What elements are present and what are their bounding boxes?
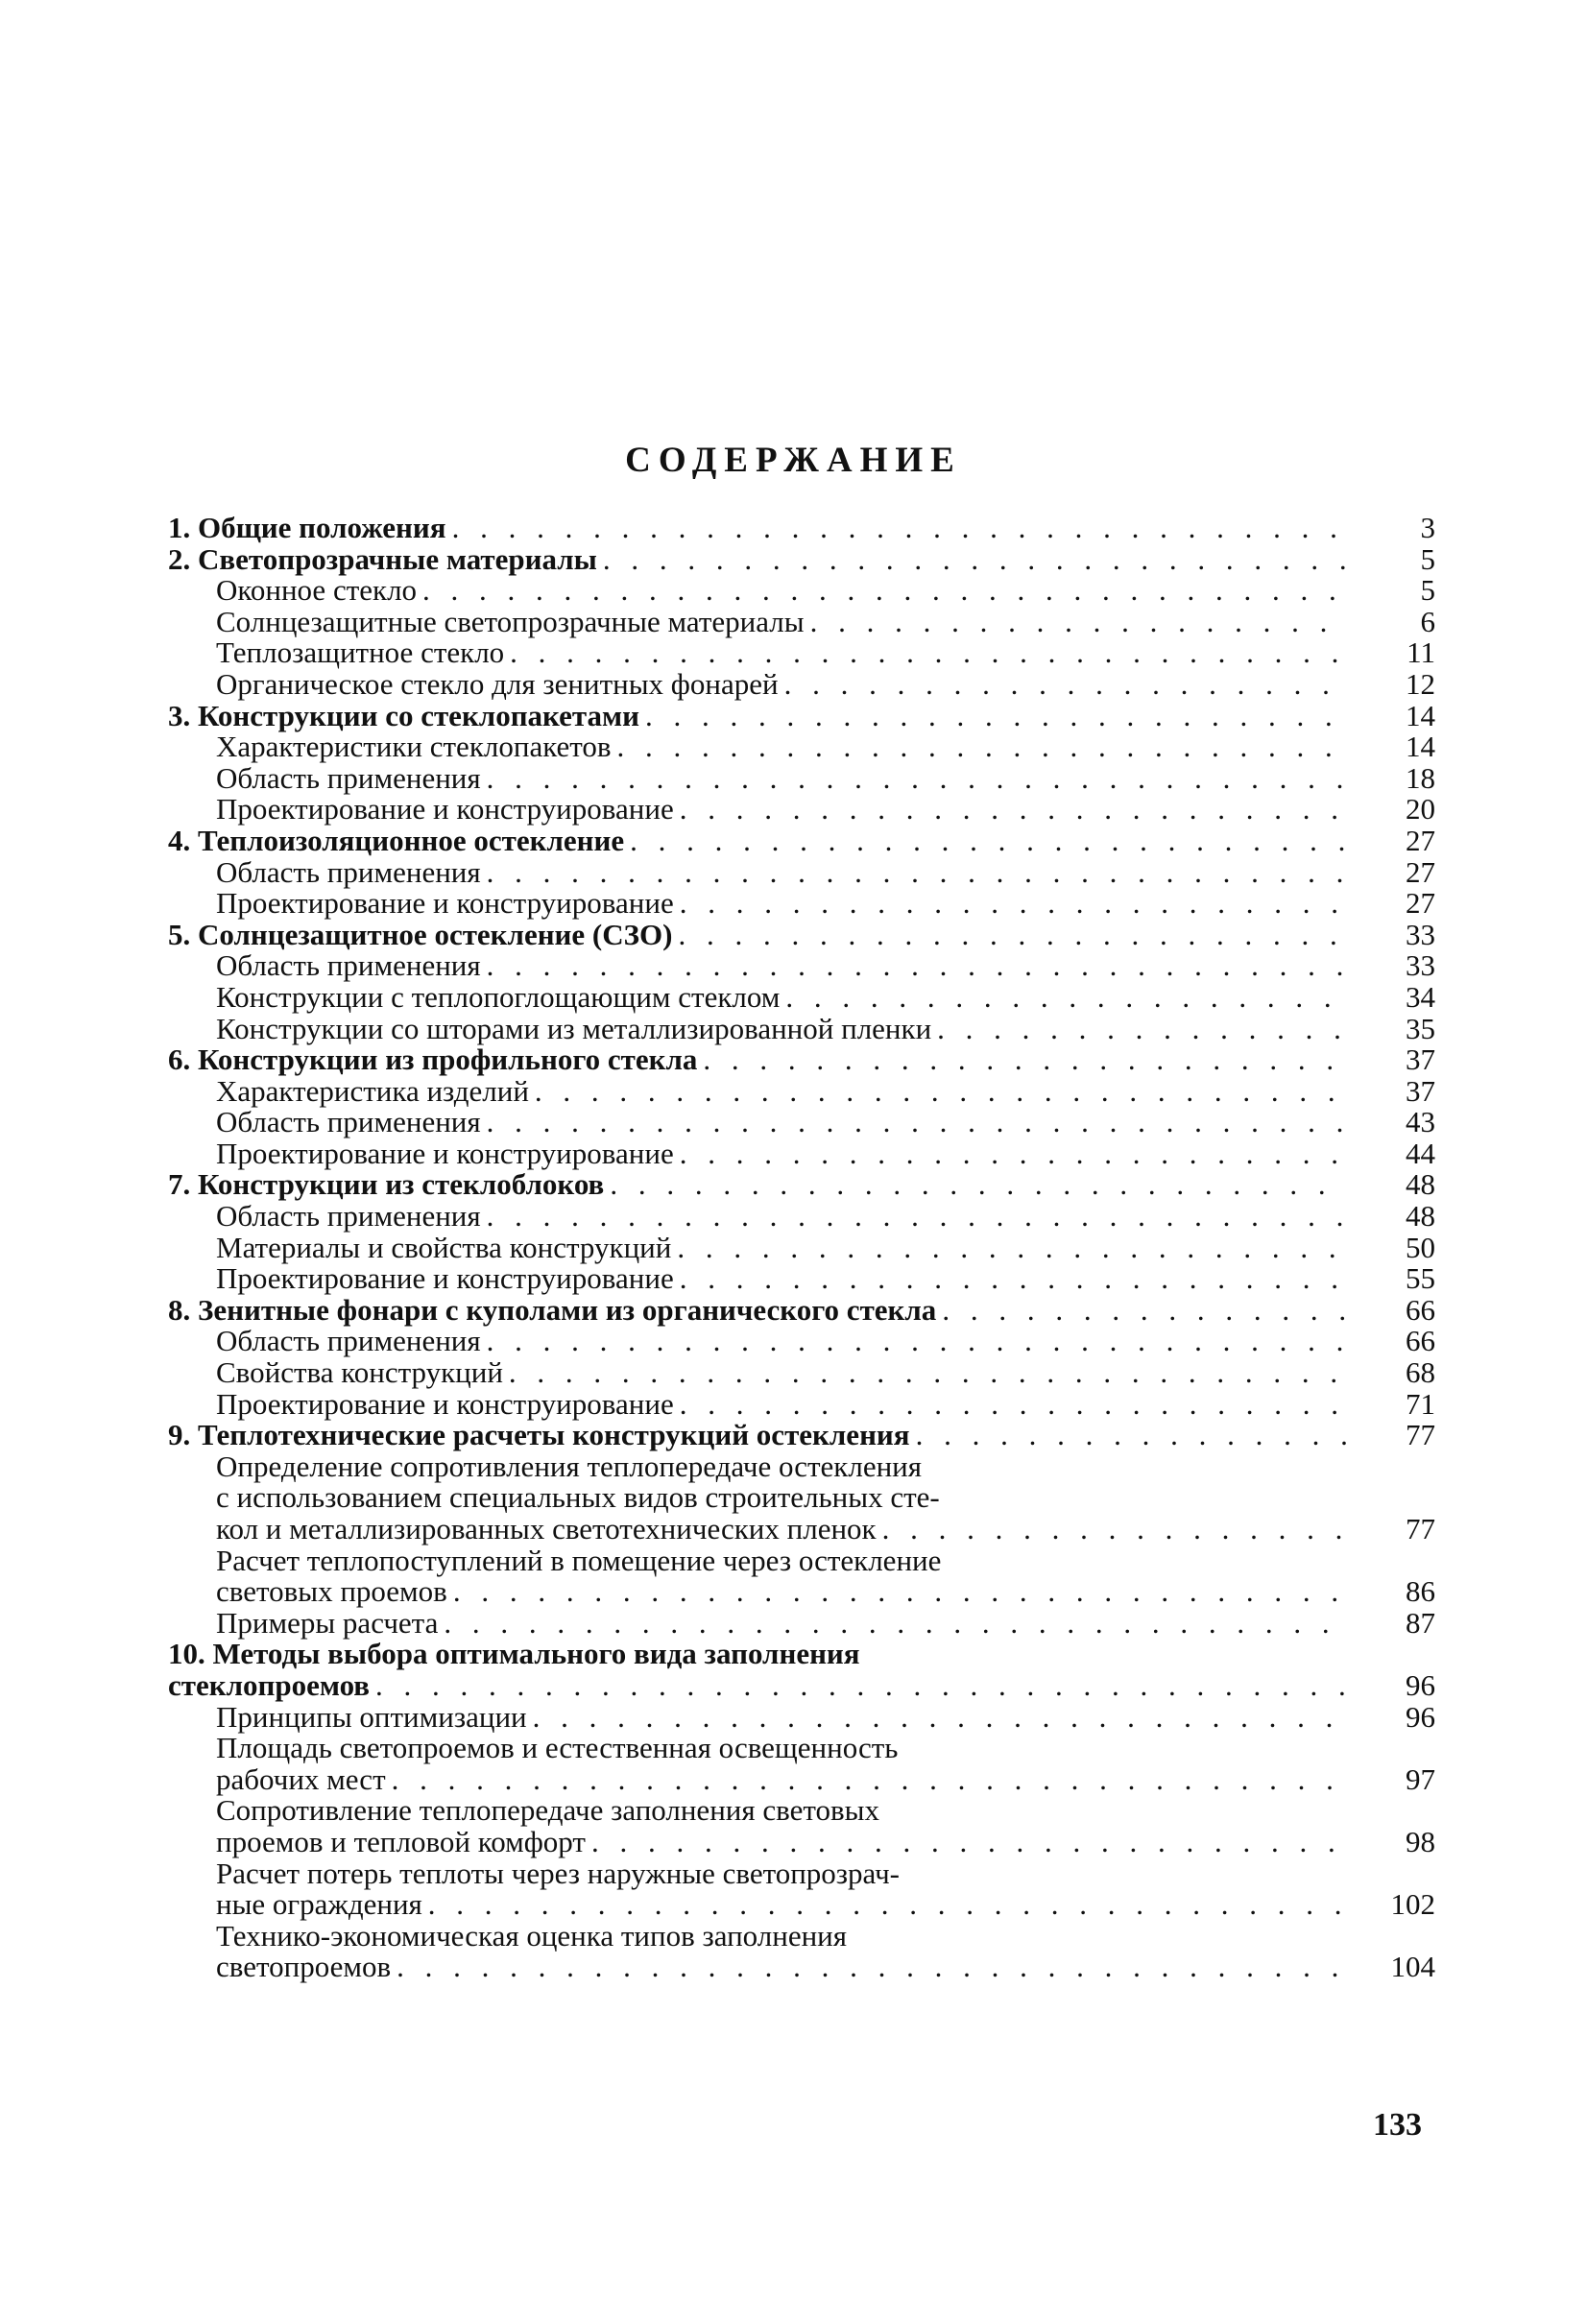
toc-section [168, 854, 1435, 889]
toc-line [168, 541, 1435, 576]
dot-leader [487, 857, 1348, 889]
toc-entry-text: 10. Методы выбора оптимального вида заполнения [168, 1637, 860, 1671]
toc-line [168, 888, 1435, 920]
toc-page-number: 87 [1406, 1605, 1435, 1640]
toc-section [168, 575, 1435, 607]
toc-entry-text: Площадь светопроемов и естественная освещенность [216, 1731, 899, 1765]
toc-page-number: 86 [1406, 1574, 1435, 1609]
dot-leader [882, 1514, 1348, 1545]
toc-section [168, 1918, 1435, 1984]
toc-section [168, 1605, 1435, 1640]
toc-entry-text: Область применения [216, 854, 481, 889]
toc-page-number: 34 [1406, 979, 1435, 1014]
toc-line [168, 1824, 1435, 1858]
toc-entry-text: 2. Светопрозрачные материалы [168, 541, 597, 576]
toc-line [168, 1858, 1435, 1890]
toc-line [168, 666, 1435, 701]
toc-entry-text: рабочих мест [216, 1761, 386, 1796]
toc-page-number: 44 [1406, 1136, 1435, 1170]
toc-entry-text: 8. Зенитные фонари с куполами из органического стекла [168, 1292, 937, 1327]
toc-line [168, 1639, 1435, 1670]
toc-entry-text: Область применения [216, 1105, 481, 1139]
toc-page-number: 68 [1406, 1355, 1435, 1390]
toc-section [168, 950, 1435, 982]
toc-line [168, 1699, 1435, 1734]
toc-page-number: 50 [1406, 1230, 1435, 1264]
toc-section [168, 1073, 1435, 1108]
toc-page-number: 18 [1406, 760, 1435, 795]
toc-page-number: 37 [1406, 1073, 1435, 1108]
toc-line [168, 604, 1435, 638]
toc-section [168, 1733, 1435, 1795]
dot-leader [487, 763, 1348, 795]
toc-entry-text: Свойства конструкций [216, 1355, 503, 1390]
toc-line [168, 1044, 1435, 1076]
toc-line [168, 1073, 1435, 1108]
toc-line [168, 1169, 1435, 1201]
dot-leader [603, 544, 1348, 576]
toc-section [168, 1230, 1435, 1264]
toc-line [168, 1545, 1435, 1577]
dot-leader [680, 794, 1348, 826]
toc-line [168, 1107, 1435, 1138]
toc-entry-text: световых проемов [216, 1574, 447, 1609]
toc-chapter [168, 1639, 1435, 1701]
toc-line [168, 1292, 1435, 1327]
toc-line [168, 979, 1435, 1014]
toc-line [168, 1514, 1435, 1545]
toc-line [168, 513, 1435, 544]
toc-page-number: 66 [1406, 1292, 1435, 1327]
toc-line [168, 1011, 1435, 1045]
dot-leader [680, 1389, 1348, 1421]
toc-chapter [168, 698, 1435, 732]
toc-entry-text: Конструкции со шторами из металлизированной пленки [216, 1011, 932, 1045]
toc-entry-text: Проектирование и конструирование [216, 1261, 674, 1296]
toc-entry-text: Определение сопротивления теплопередаче остекления [216, 1449, 923, 1483]
toc-entry-text: Оконное стекло [216, 573, 418, 608]
toc-line [168, 1326, 1435, 1357]
toc-section [168, 1386, 1435, 1421]
dot-leader [617, 731, 1348, 763]
toc-section [168, 979, 1435, 1014]
toc-section [168, 637, 1435, 669]
toc-entry-text: стеклопроемов [168, 1667, 371, 1702]
toc-line [168, 854, 1435, 889]
toc-page-number: 35 [1406, 1011, 1435, 1045]
page-number: 133 [1373, 2107, 1422, 2143]
toc-line [168, 794, 1435, 826]
toc-entry-text: Характеристика изделий [216, 1073, 529, 1108]
toc-line [168, 1605, 1435, 1640]
dot-leader [785, 982, 1348, 1014]
toc-chapter [168, 1292, 1435, 1327]
toc-page-number: 27 [1406, 854, 1435, 889]
toc-section [168, 760, 1435, 795]
toc-entry-text: Конструкции с теплопоглощающим стеклом [216, 979, 781, 1014]
toc-chapter [168, 1169, 1435, 1201]
toc-section [168, 1858, 1435, 1921]
table-of-contents [168, 513, 1435, 1983]
toc-page-number: 96 [1406, 1699, 1435, 1734]
toc-page-number: 97 [1406, 1761, 1435, 1796]
toc-line [168, 1889, 1435, 1921]
toc-entry-text: с использованием специальных видов строительных сте- [216, 1480, 940, 1515]
toc-section [168, 1138, 1435, 1170]
toc-section [168, 666, 1435, 701]
dot-leader [678, 920, 1348, 951]
toc-entry-text: Расчет теплопоступлений в помещение через остекление [216, 1543, 942, 1577]
dot-leader [487, 1107, 1348, 1138]
dot-leader [630, 826, 1348, 857]
dot-leader [510, 637, 1348, 669]
toc-line [168, 1667, 1435, 1702]
toc-chapter [168, 541, 1435, 576]
toc-section [168, 1011, 1435, 1045]
toc-entry-text: 7. Конструкции из стеклоблоков [168, 1167, 605, 1202]
toc-page-number: 12 [1406, 666, 1435, 701]
toc-line [168, 823, 1435, 857]
dot-leader [942, 1295, 1348, 1327]
toc-section [168, 1451, 1435, 1545]
dot-leader [487, 950, 1348, 982]
dot-leader [509, 1357, 1348, 1389]
toc-line [168, 1138, 1435, 1170]
toc-chapter [168, 1044, 1435, 1076]
toc-entry-text: Область применения [216, 760, 481, 795]
dot-leader [680, 888, 1348, 920]
dot-leader [375, 1670, 1348, 1702]
dot-leader [392, 1764, 1348, 1796]
toc-page-number: 96 [1406, 1667, 1435, 1702]
toc-entry-text: Проектирование и конструирование [216, 886, 674, 921]
toc-page-number: 66 [1406, 1324, 1435, 1358]
dot-leader [535, 1076, 1348, 1108]
toc-page-number: 104 [1390, 1950, 1435, 1984]
dot-leader [452, 513, 1348, 544]
toc-line [168, 1795, 1435, 1827]
toc-line [168, 1733, 1435, 1764]
toc-page-number: 102 [1390, 1887, 1435, 1922]
toc-entry-text: Теплозащитное стекло [216, 635, 505, 670]
toc-page-number: 6 [1420, 604, 1435, 638]
toc-section [168, 1357, 1435, 1389]
toc-section [168, 794, 1435, 826]
toc-section [168, 1795, 1435, 1857]
toc-line [168, 1576, 1435, 1608]
toc-entry-text: Проектирование и конструирование [216, 1136, 674, 1170]
toc-line [168, 917, 1435, 951]
dot-leader [428, 1889, 1348, 1921]
dot-leader [422, 575, 1348, 607]
toc-line [168, 1918, 1435, 1953]
toc-line [168, 1952, 1435, 1983]
toc-line [168, 1420, 1435, 1451]
dot-leader [810, 607, 1348, 638]
toc-section [168, 888, 1435, 920]
toc-chapter [168, 513, 1435, 544]
dot-leader [453, 1576, 1348, 1608]
toc-section [168, 1263, 1435, 1295]
toc-section [168, 604, 1435, 638]
toc-entry-text: 4. Теплоизоляционное остекление [168, 823, 625, 857]
toc-page-number: 14 [1406, 698, 1435, 732]
toc-entry-text: проемов и тепловой комфорт [216, 1824, 586, 1858]
toc-entry-text: Солнцезащитные светопрозрачные материалы [216, 604, 805, 638]
dot-leader [533, 1702, 1348, 1734]
toc-page-number: 98 [1406, 1824, 1435, 1858]
toc-entry-text: светопроемов [216, 1950, 392, 1984]
toc-chapter [168, 917, 1435, 951]
toc-chapter [168, 1420, 1435, 1451]
toc-section [168, 1545, 1435, 1608]
toc-entry-text: Проектирование и конструирование [216, 792, 674, 827]
toc-chapter [168, 823, 1435, 857]
toc-page-number: 5 [1420, 541, 1435, 576]
toc-line [168, 1230, 1435, 1264]
toc-page-number: 20 [1406, 792, 1435, 827]
toc-page-number: 27 [1406, 823, 1435, 857]
dot-leader [937, 1014, 1348, 1045]
dot-leader [444, 1608, 1348, 1640]
dot-leader [645, 701, 1348, 732]
toc-line [168, 731, 1435, 763]
toc-line [168, 1263, 1435, 1295]
toc-line [168, 1201, 1435, 1233]
toc-line [168, 575, 1435, 607]
toc-page-number: 11 [1407, 635, 1435, 670]
toc-line [168, 698, 1435, 732]
toc-section [168, 1201, 1435, 1233]
dot-leader [784, 669, 1348, 701]
toc-section [168, 1699, 1435, 1734]
dot-leader [680, 1263, 1348, 1295]
toc-entry-text: Область применения [216, 1199, 481, 1234]
toc-page-number: 43 [1406, 1105, 1435, 1139]
dot-leader [703, 1044, 1348, 1076]
page-title: СОДЕРЖАНИЕ [625, 441, 962, 480]
toc-page-number: 3 [1420, 511, 1435, 544]
toc-entry-text: Проектирование и конструирование [216, 1386, 674, 1421]
toc-entry-text: Примеры расчета [216, 1605, 439, 1640]
toc-entry-text: Характеристики стеклопакетов [216, 730, 612, 764]
toc-entry-text: Органическое стекло для зенитных фонарей [216, 666, 779, 701]
toc-entry-text: Материалы и свойства конструкций [216, 1230, 672, 1264]
dot-leader [916, 1420, 1348, 1451]
dot-leader [677, 1233, 1348, 1264]
toc-entry-text: Область применения [216, 1324, 481, 1358]
toc-entry-text: 6. Конструкции из профильного стекла [168, 1042, 698, 1077]
toc-line [168, 1482, 1435, 1514]
toc-page-number: 14 [1406, 730, 1435, 764]
toc-page-number: 48 [1406, 1167, 1435, 1202]
toc-line [168, 1761, 1435, 1796]
toc-section [168, 1326, 1435, 1357]
toc-entry-text: кол и металлизированных светотехнических пленок [216, 1512, 877, 1545]
toc-line [168, 1451, 1435, 1483]
toc-line [168, 637, 1435, 669]
dot-leader [591, 1827, 1348, 1858]
dot-leader [397, 1952, 1348, 1983]
dot-leader [487, 1326, 1348, 1357]
toc-page-number: 77 [1406, 1418, 1435, 1452]
toc-page-number: 33 [1406, 917, 1435, 951]
toc-line [168, 1357, 1435, 1389]
dot-leader [680, 1138, 1348, 1170]
toc-entry-text: ные ограждения [216, 1887, 422, 1922]
toc-entry-text: Расчет потерь теплоты через наружные светопрозрач- [216, 1856, 900, 1890]
toc-entry-text: 1. Общие положения [168, 511, 446, 544]
toc-section [168, 731, 1435, 763]
toc-line [168, 1386, 1435, 1421]
toc-entry-text: Принципы оптимизации [216, 1699, 527, 1734]
toc-page-number: 5 [1420, 573, 1435, 608]
toc-entry-text: 9. Теплотехнические расчеты конструкций остекления [168, 1418, 910, 1452]
toc-page-number: 77 [1406, 1512, 1435, 1545]
toc-page-number: 27 [1406, 886, 1435, 921]
toc-section [168, 1107, 1435, 1138]
toc-page-number: 55 [1406, 1261, 1435, 1296]
dot-leader [610, 1169, 1348, 1201]
toc-page-number: 71 [1406, 1386, 1435, 1421]
toc-line [168, 760, 1435, 795]
toc-page-number: 48 [1406, 1199, 1435, 1234]
toc-page-number: 37 [1406, 1042, 1435, 1077]
toc-line [168, 950, 1435, 982]
toc-entry-text: Сопротивление теплопередаче заполнения световых [216, 1793, 879, 1828]
toc-entry-text: 3. Конструкции со стеклопакетами [168, 698, 639, 732]
toc-entry-text: Технико-экономическая оценка типов заполнения [216, 1918, 848, 1953]
toc-entry-text: Область применения [216, 948, 481, 983]
toc-entry-text: 5. Солнцезащитное остекление (СЗО) [168, 917, 673, 951]
dot-leader [487, 1201, 1348, 1233]
toc-page-number: 33 [1406, 948, 1435, 983]
